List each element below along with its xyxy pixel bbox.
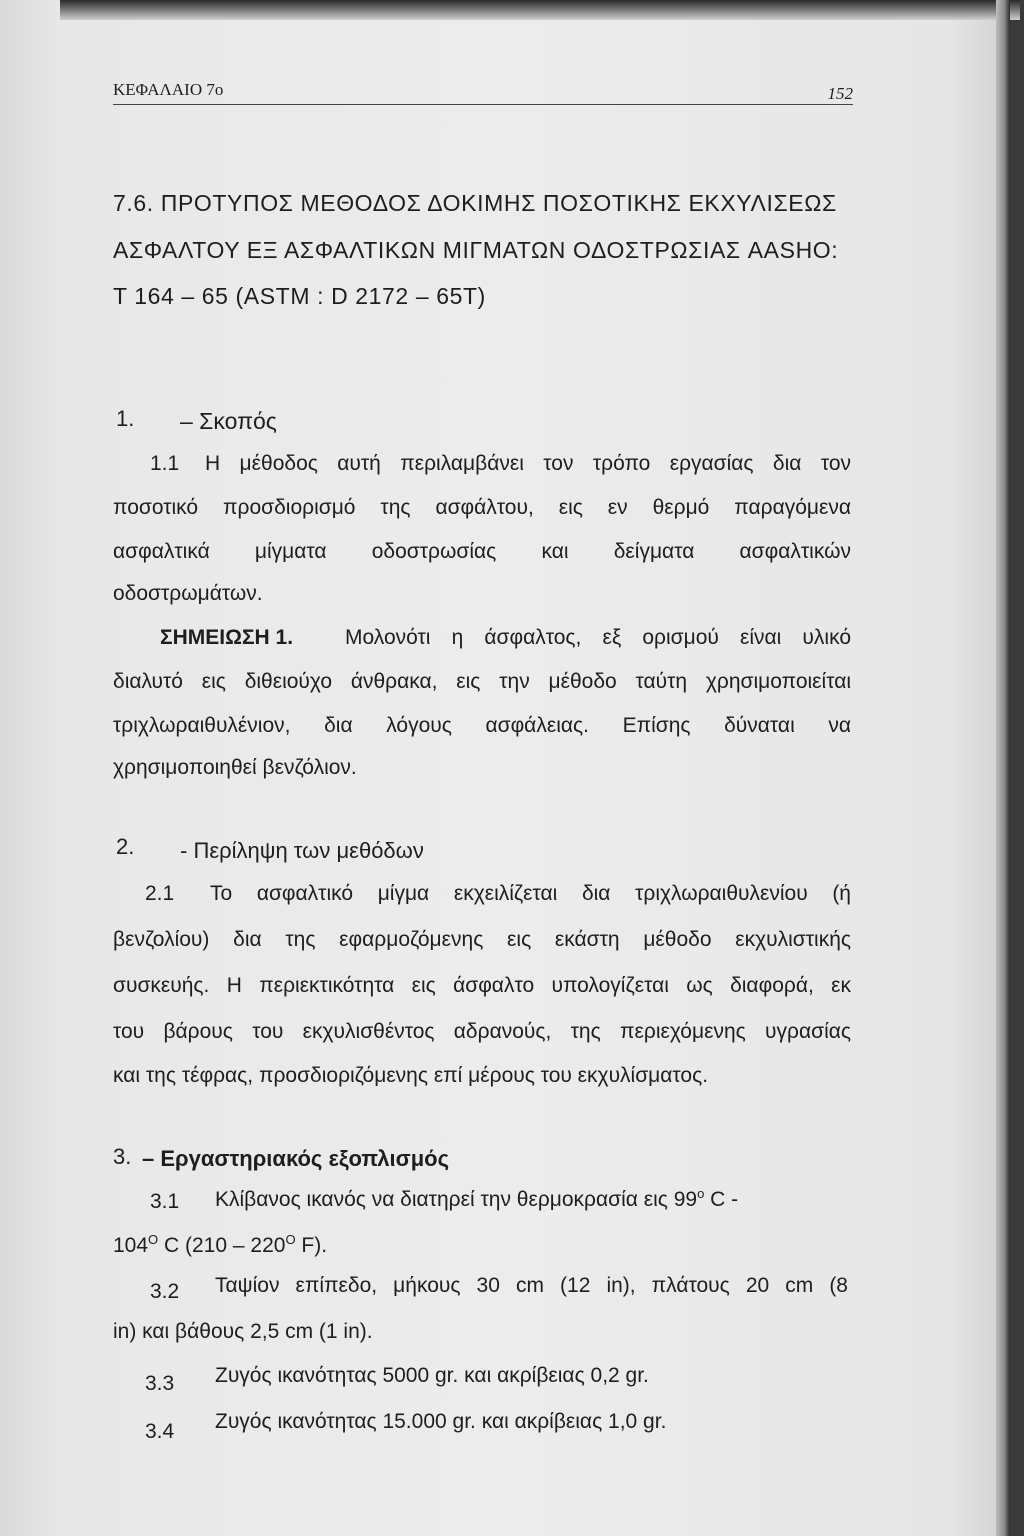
- paragraph-3-1-line-2: $104^O$ C ($210 - 220^O$ F).: [113, 1232, 328, 1257]
- section-title-line-3: T 164 – 65 (ASTM : D 2172 – 65T): [113, 283, 486, 309]
- note-1-line-3: τριχλωραιθυλένιον, δια λόγους ασφάλειας. Επίσης δύναται να: [113, 714, 851, 737]
- paragraph-1-1-line-1: Η μέθοδος αυτή περιλαμβάνει τον τρόπο εργασίας δια τον: [205, 452, 851, 475]
- paragraph-1-1-line-2: ποσοτικό προσδιορισμό της ασφάλτου, εις εν θερμό παραγόμενα: [113, 496, 851, 519]
- section-2-number: 2.: [116, 834, 135, 859]
- paragraph-3-1-line-1: Κλίβανος ικανός να διατηρεί την θερμοκρασία εις $99^o$ C -: [215, 1186, 739, 1211]
- section-3-heading: – Εργαστηριακός εξοπλισμός: [142, 1146, 450, 1171]
- note-1-label: ΣΗΜΕΙΩΣΗ 1.: [160, 626, 294, 649]
- section-2-heading: - Περίληψη των μεθόδων: [180, 838, 424, 863]
- scan-top-shadow: [60, 0, 1020, 20]
- page-number: 152: [827, 84, 853, 103]
- paragraph-2-1-line-1: Το ασφαλτικό μίγμα εκχειλίζεται δια τριχλωραιθυλενίου (ή: [210, 882, 851, 905]
- section-title-line-1: 7.6. ΠΡΟΤΥΠΟΣ ΜΕΘΟΔΟΣ ΔΟΚΙΜΗΣ ΠΟΣΟΤΙΚΗΣ ΕΚΧΥΛΙΣΕΩΣ: [113, 190, 837, 216]
- paragraph-3-4-text: Ζυγός ικανότητας 15.000 gr. και ακρίβειας 1,0 gr.: [215, 1410, 667, 1433]
- section-3-number: 3.: [113, 1144, 132, 1169]
- note-1-line-1: Μολονότι η άσφαλτος, εξ ορισμού είναι υλικό: [345, 626, 851, 649]
- paragraph-3-3-text: Ζυγός ικανότητας 5000 gr. και ακρίβειας 0,2 gr.: [215, 1364, 649, 1387]
- section-title-line-2: ΑΣΦΑΛΤΟΥ ΕΞ ΑΣΦΑΛΤΙΚΩΝ ΜΙΓΜΑΤΩΝ ΟΔΟΣΤΡΩΣΙΑΣ AASHO:: [113, 237, 839, 263]
- note-1-line-2: διαλυτό εις διθειούχο άνθρακα, εις την μέθοδο ταύτη χρησιμοποιείται: [113, 670, 851, 693]
- note-1-line-4: χρησιμοποιηθεί βενζόλιον.: [113, 756, 357, 779]
- paragraph-3-1-number: 3.1: [150, 1190, 180, 1213]
- paragraph-1-1-line-4: οδοστρωμάτων.: [113, 582, 263, 605]
- paragraph-3-2-line-1: Ταψίον επίπεδο, μήκους 30 cm (12 in), πλάτους 20 cm (8: [215, 1274, 848, 1297]
- paragraph-3-2-line-2: in) και βάθους 2,5 cm (1 in).: [113, 1320, 373, 1343]
- chapter-label: ΚΕΦΑΛΑΙΟ 7ο: [113, 80, 224, 99]
- paragraph-2-1-line-2: βενζολίου) δια της εφαρμοζόμενης εις εκάστη μέθοδο εκχυλιστικής: [113, 928, 851, 951]
- paragraph-2-1-line-3: συσκευής. Η περιεκτικότητα εις άσφαλτο υπολογίζεται ως διαφορά, εκ: [113, 974, 851, 997]
- paragraph-2-1-line-5: και της τέφρας, προσδιοριζόμενης επί μέρους του εκχυλίσματος.: [113, 1064, 709, 1087]
- paragraph-3-3-number: 3.3: [145, 1372, 175, 1395]
- running-header: [113, 76, 853, 105]
- paragraph-2-1-line-4: του βάρους του εκχυλισθέντος αδρανούς, της περιεχόμενης υγρασίας: [113, 1020, 851, 1043]
- paragraph-2-1-number: 2.1: [145, 882, 175, 905]
- paragraph-1-1-number: 1.1: [150, 452, 180, 475]
- paragraph-3-2-number: 3.2: [150, 1280, 180, 1303]
- scan-right-edge: [996, 0, 1010, 1536]
- section-1-number: 1.: [116, 406, 135, 431]
- paragraph-3-4-number: 3.4: [145, 1420, 175, 1443]
- paragraph-1-1-line-3: ασφαλτικά μίγματα οδοστρωσίας και δείγματα ασφαλτικών: [113, 540, 851, 563]
- section-1-heading: – Σκοπός: [180, 408, 277, 434]
